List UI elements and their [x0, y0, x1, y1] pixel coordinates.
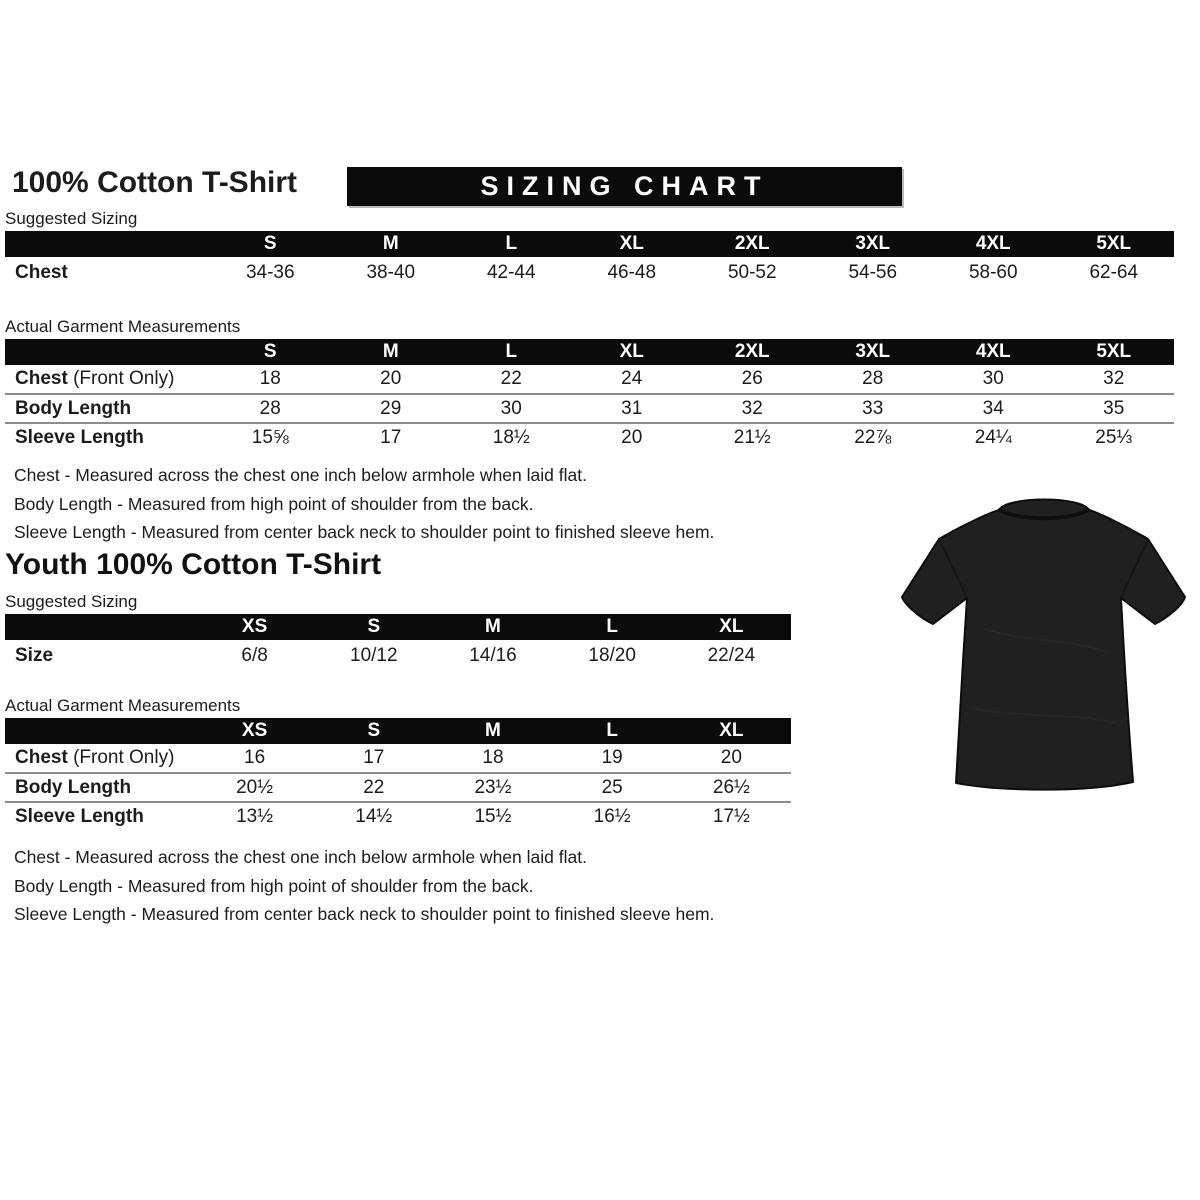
table-row-sleeve-length — [5, 802, 791, 831]
cell-value: 38-40 — [366, 261, 416, 283]
row-label: Body Length — [15, 776, 132, 798]
youth-suggested-sizing-table — [5, 614, 791, 671]
cell-value: 19 — [601, 747, 623, 768]
note-chest: Chest - Measured across the chest one inch below armhole when laid flat. — [14, 847, 587, 867]
cell-value: 54-56 — [848, 261, 898, 283]
page-title: 100% Cotton T-Shirt — [12, 166, 298, 199]
cell-value: 34 — [982, 397, 1004, 419]
cell-value: 28 — [862, 368, 884, 389]
table-row-chest — [5, 744, 791, 773]
cell-value: 20 — [380, 368, 402, 389]
cell-value: 18 — [259, 368, 281, 389]
cell-value: 35 — [1103, 397, 1125, 419]
row-label — [5, 365, 210, 394]
cell-value: 14/16 — [469, 644, 517, 666]
cell-value: 33 — [862, 397, 884, 419]
cell-value: 23½ — [474, 776, 512, 798]
cell-value: 24¼ — [974, 427, 1012, 448]
cell-value: 21½ — [733, 427, 771, 448]
table-row-sleeve-length — [5, 423, 1174, 452]
row-label: Sleeve Length — [15, 427, 144, 448]
table-header-row — [5, 231, 1174, 257]
size-col-header: 2XL — [692, 339, 813, 365]
cell-value: 50-52 — [727, 261, 777, 283]
cell-value: 18 — [482, 747, 504, 768]
cell-value: 32 — [741, 397, 763, 419]
size-col-header: S — [314, 718, 433, 744]
adult-measurement-notes — [14, 461, 714, 547]
table-header-row — [5, 339, 1174, 365]
size-col-header: L — [553, 614, 672, 640]
cell-value: 26 — [741, 368, 763, 389]
note-sleeve-length: Sleeve Length - Measured from center back neck to shoulder point to finished sleeve hem. — [14, 522, 715, 542]
cell-value: 29 — [380, 397, 402, 419]
table-row-chest — [5, 365, 1174, 394]
size-col-header: 3XL — [813, 231, 934, 257]
empty-corner-cell — [5, 718, 195, 744]
table-row-body-length — [5, 773, 791, 802]
cell-value: 15⅝ — [251, 427, 289, 448]
cell-value: 17 — [380, 427, 402, 448]
table-row-body-length — [5, 394, 1174, 423]
cell-value: 24 — [621, 368, 643, 389]
table-header-row — [5, 614, 791, 640]
cell-value: 42-44 — [486, 261, 536, 283]
size-col-header: 4XL — [933, 231, 1054, 257]
row-label: Body Length — [15, 397, 132, 419]
size-col-header: XS — [195, 718, 314, 744]
size-col-header: 3XL — [813, 339, 934, 365]
cell-value: 10/12 — [350, 644, 398, 666]
size-col-header: M — [331, 231, 452, 257]
cell-value: 46-48 — [607, 261, 657, 283]
size-col-header: M — [331, 339, 452, 365]
row-label-bold: Chest — [15, 368, 68, 389]
cell-value: 20 — [720, 747, 742, 768]
adult-suggested-sizing-label: Suggested Sizing — [5, 209, 138, 228]
cell-value: 14½ — [355, 806, 393, 827]
adult-suggested-sizing-table — [5, 231, 1174, 288]
cell-value: 16 — [244, 747, 266, 768]
cell-value: 20 — [621, 427, 643, 448]
empty-corner-cell — [5, 231, 210, 257]
cell-value: 17½ — [712, 806, 750, 827]
tshirt-graphic — [893, 478, 1193, 808]
cell-value: 20½ — [236, 776, 274, 798]
size-col-header: 4XL — [933, 339, 1054, 365]
size-col-header: XS — [195, 614, 314, 640]
cell-value: 34-36 — [245, 261, 295, 283]
row-label-rest: (Front Only) — [67, 747, 175, 768]
cell-value: 22 — [363, 776, 385, 798]
cell-value: 18½ — [492, 427, 530, 448]
row-label: Chest — [15, 261, 68, 283]
table-row-chest — [5, 257, 1174, 288]
size-col-header: S — [210, 339, 331, 365]
size-col-header: M — [433, 718, 552, 744]
adult-actual-measurements-table — [5, 339, 1174, 452]
cell-value: 17 — [363, 747, 385, 768]
cell-value: 18/20 — [588, 644, 636, 666]
size-col-header: S — [210, 231, 331, 257]
youth-measurement-notes — [14, 843, 714, 929]
youth-suggested-sizing-label: Suggested Sizing — [5, 592, 138, 611]
size-col-header: 5XL — [1054, 231, 1175, 257]
cell-value: 58-60 — [968, 261, 1018, 283]
empty-corner-cell — [5, 614, 195, 640]
size-col-header: M — [433, 614, 552, 640]
row-label — [5, 744, 195, 773]
size-col-header: 2XL — [692, 231, 813, 257]
empty-corner-cell — [5, 339, 210, 365]
note-body-length: Body Length - Measured from high point of shoulder from the back. — [14, 875, 534, 896]
cell-value: 16½ — [593, 806, 631, 827]
adult-actual-measurements-label: Actual Garment Measurements — [5, 317, 241, 336]
cell-value: 6/8 — [241, 644, 268, 666]
table-row-size — [5, 640, 791, 671]
cell-value: 25 — [601, 776, 623, 798]
row-label: Sleeve Length — [15, 806, 144, 827]
size-col-header: S — [314, 614, 433, 640]
note-sleeve-length: Sleeve Length - Measured from center back neck to shoulder point to finished sleeve hem. — [14, 904, 715, 924]
cell-value: 22 — [500, 368, 522, 389]
tshirt-image — [893, 478, 1193, 808]
youth-actual-measurements-label: Actual Garment Measurements — [5, 696, 241, 715]
youth-actual-measurements-table — [5, 718, 791, 831]
size-col-header: XL — [672, 718, 791, 744]
cell-value: 15½ — [474, 806, 512, 827]
cell-value: 62-64 — [1089, 261, 1139, 283]
cell-value: 22/24 — [707, 644, 756, 666]
cell-value: 25⅓ — [1095, 427, 1133, 448]
size-col-header: 5XL — [1054, 339, 1175, 365]
note-chest: Chest - Measured across the chest one inch below armhole when laid flat. — [14, 465, 587, 485]
row-label: Size — [15, 644, 54, 666]
size-col-header: XL — [572, 339, 693, 365]
table-header-row — [5, 718, 791, 744]
size-col-header: XL — [672, 614, 791, 640]
cell-value: 13½ — [236, 806, 274, 827]
cell-value: 22⅞ — [854, 427, 892, 448]
size-col-header: L — [553, 718, 672, 744]
note-body-length: Body Length - Measured from high point of shoulder from the back. — [14, 493, 534, 514]
cell-value: 31 — [621, 397, 643, 419]
youth-section-title: Youth 100% Cotton T-Shirt — [5, 548, 382, 581]
cell-value: 28 — [259, 397, 281, 419]
size-col-header: XL — [572, 231, 693, 257]
size-col-header: L — [451, 231, 572, 257]
size-col-header: L — [451, 339, 572, 365]
cell-value: 30 — [500, 397, 522, 419]
cell-value: 26½ — [712, 776, 750, 798]
row-label-bold: Chest — [15, 747, 68, 768]
cell-value: 30 — [982, 368, 1004, 389]
cell-value: 32 — [1103, 368, 1125, 389]
row-label-rest: (Front Only) — [67, 368, 175, 389]
sizing-chart-banner: SIZING CHART — [347, 167, 902, 206]
